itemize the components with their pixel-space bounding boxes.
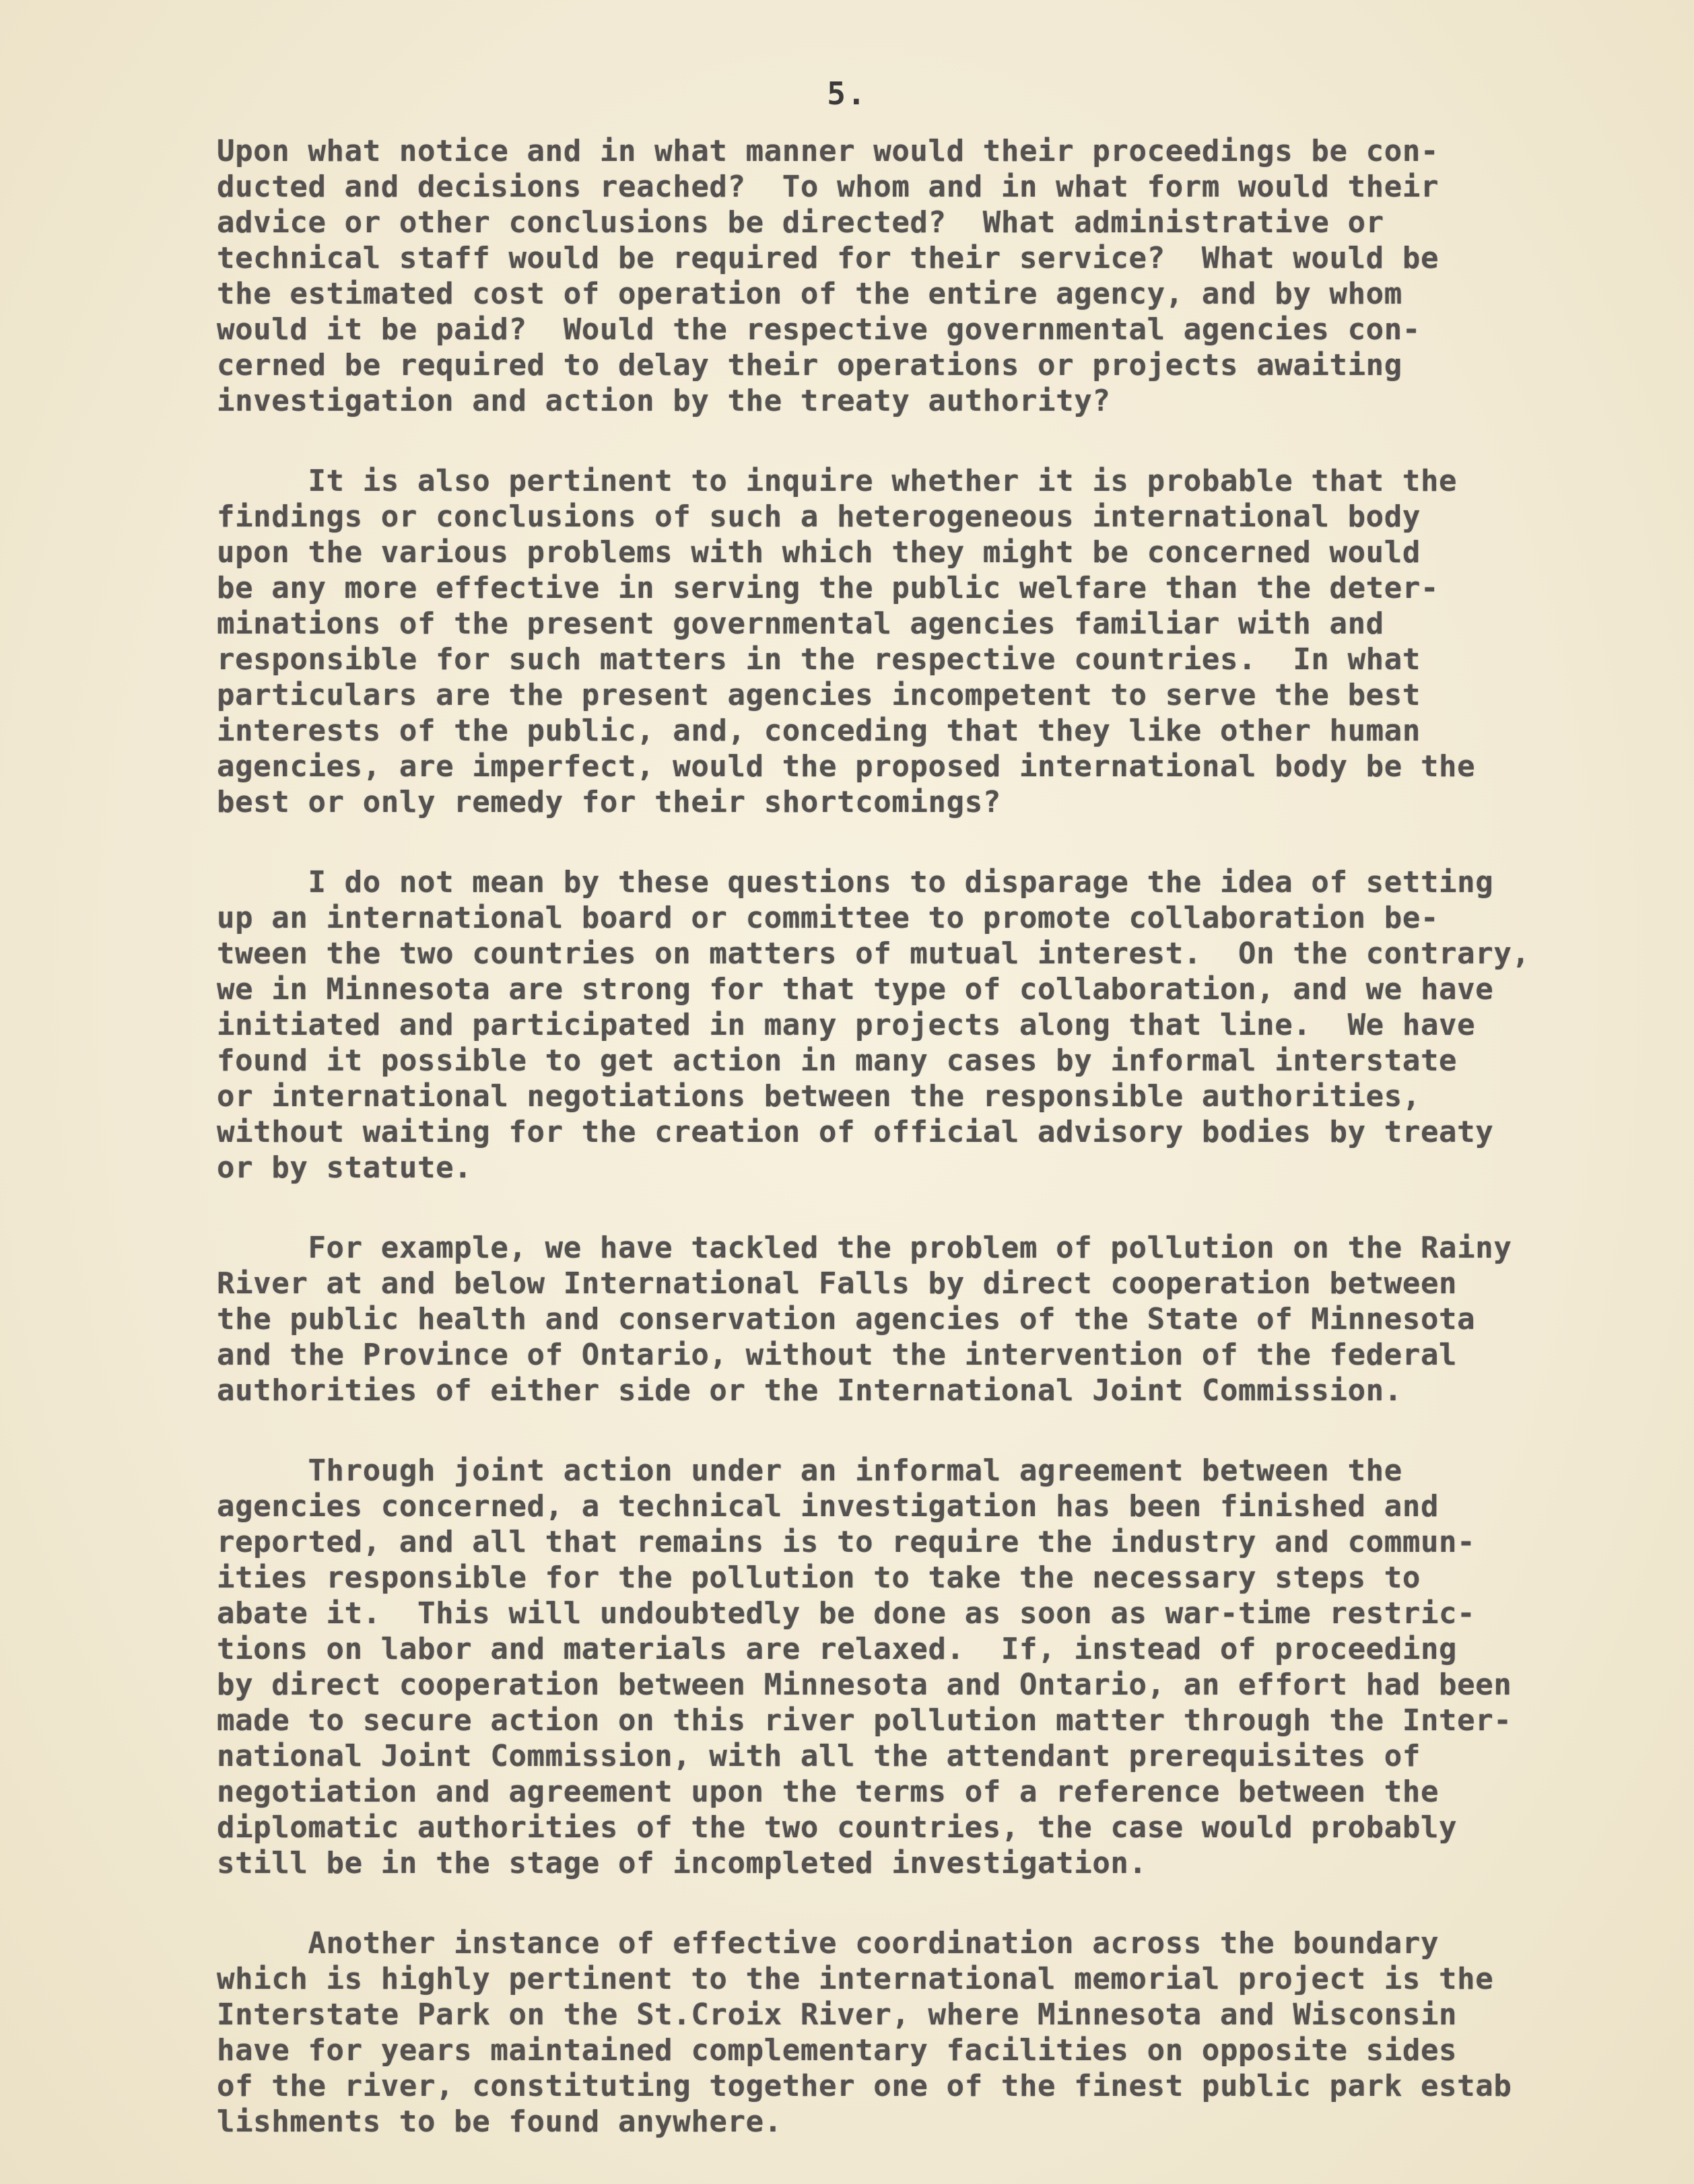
text-line: cerned be required to delay their operations or projects awaiting	[217, 348, 1402, 382]
text-line: minations of the present governmental agencies familiar with and	[217, 607, 1384, 641]
paragraph	[217, 1230, 1651, 1408]
text-line: ducted and decisions reached? To whom and in what form would their	[217, 170, 1439, 204]
text-line: the public health and conservation agencies of the State of Minnesota	[217, 1302, 1476, 1336]
text-line: particulars are the present agencies incompetent to serve the best	[217, 678, 1421, 712]
text-line: found it possible to get action in many cases by informal interstate	[217, 1044, 1458, 1078]
text-line: diplomatic authorities of the two countries, the case would probably	[217, 1810, 1458, 1845]
text-line: up an international board or committee to promote collaboration be-	[217, 901, 1439, 935]
text-line: would it be paid? Would the respective governmental agencies con-	[217, 312, 1421, 347]
text-line: ities responsible for the pollution to take the necessary steps to	[217, 1561, 1421, 1595]
text-line: best or only remedy for their shortcomings?	[217, 785, 1001, 819]
text-line: Interstate Park on the St.Croix River, where Minnesota and Wisconsin	[217, 1998, 1458, 2032]
text-line: reported, and all that remains is to require the industry and commun-	[217, 1525, 1476, 1559]
text-line: It is also pertinent to inquire whether it is probable that the	[217, 464, 1458, 498]
paragraph	[217, 1453, 1651, 1881]
text-line: tions on labor and materials are relaxed. If, instead of proceeding	[217, 1632, 1458, 1666]
paragraph	[217, 864, 1651, 1186]
text-line: lishments to be found anywhere.	[217, 2105, 782, 2139]
text-line: the estimated cost of operation of the entire agency, and by whom	[217, 277, 1402, 311]
text-line: we in Minnesota are strong for that type of collaboration, and we have	[217, 972, 1494, 1006]
text-line: still be in the stage of incompleted investigation.	[217, 1846, 1147, 1880]
text-line: Another instance of effective coordination across the boundary	[217, 1926, 1439, 1960]
text-line: of the river, constituting together one of the finest public park estab	[217, 2069, 1512, 2103]
text-line: abate it. This will undoubtedly be done as soon as war-time restric-	[217, 1596, 1476, 1631]
paragraph	[217, 463, 1651, 820]
text-line: authorities of either side or the International Joint Commission.	[217, 1373, 1402, 1408]
text-line: River at and below International Falls by direct cooperation between	[217, 1266, 1458, 1301]
text-line: tween the two countries on matters of mutual interest. On the contrary,	[217, 936, 1530, 971]
text-line: agencies, are imperfect, would the proposed international body be the	[217, 749, 1476, 784]
text-line: Through joint action under an informal agreement between the	[217, 1454, 1402, 1488]
text-line: made to secure action on this river pollution matter through the Inter-	[217, 1703, 1512, 1738]
text-line: initiated and participated in many projects along that line. We have	[217, 1008, 1476, 1042]
text-line: or by statute.	[217, 1151, 473, 1185]
text-line: be any more effective in serving the public welfare than the deter-	[217, 571, 1439, 605]
text-line: advice or other conclusions be directed? What administrative or	[217, 205, 1384, 240]
text-line: responsible for such matters in the respective countries. In what	[217, 642, 1421, 677]
text-line: and the Province of Ontario, without the intervention of the federal	[217, 1338, 1458, 1372]
text-line: interests of the public, and, conceding that they like other human	[217, 714, 1421, 748]
text-line: findings or conclusions of such a heterogeneous international body	[217, 500, 1421, 534]
page-number: 5.	[827, 75, 867, 112]
text-line: For example, we have tackled the problem of pollution on the Rainy	[217, 1231, 1512, 1265]
text-line: have for years maintained complementary facilities on opposite sides	[217, 2033, 1458, 2068]
text-line: Upon what notice and in what manner would their proceedings be con-	[217, 134, 1439, 168]
letter-body	[217, 133, 1651, 2184]
text-line: I do not mean by these questions to disparage the idea of setting	[217, 865, 1494, 899]
text-line: upon the various problems with which they might be concerned would	[217, 535, 1421, 570]
text-line: technical staff would be required for their service? What would be	[217, 241, 1439, 275]
text-line: negotiation and agreement upon the terms of a reference between the	[217, 1775, 1439, 1809]
paragraph	[217, 133, 1651, 419]
text-line: which is highly pertinent to the international memorial project is the	[217, 1962, 1494, 1996]
paragraph	[217, 1925, 1651, 2140]
text-line: by direct cooperation between Minnesota and Ontario, an effort had been	[217, 1668, 1512, 1702]
text-line: national Joint Commission, with all the attendant prerequisites of	[217, 1739, 1421, 1773]
text-line: investigation and action by the treaty authority?	[217, 384, 1111, 418]
text-line: agencies concerned, a technical investigation has been finished and	[217, 1489, 1439, 1524]
text-line: or international negotiations between the responsible authorities,	[217, 1079, 1421, 1114]
text-line: without waiting for the creation of official advisory bodies by treaty	[217, 1115, 1494, 1149]
